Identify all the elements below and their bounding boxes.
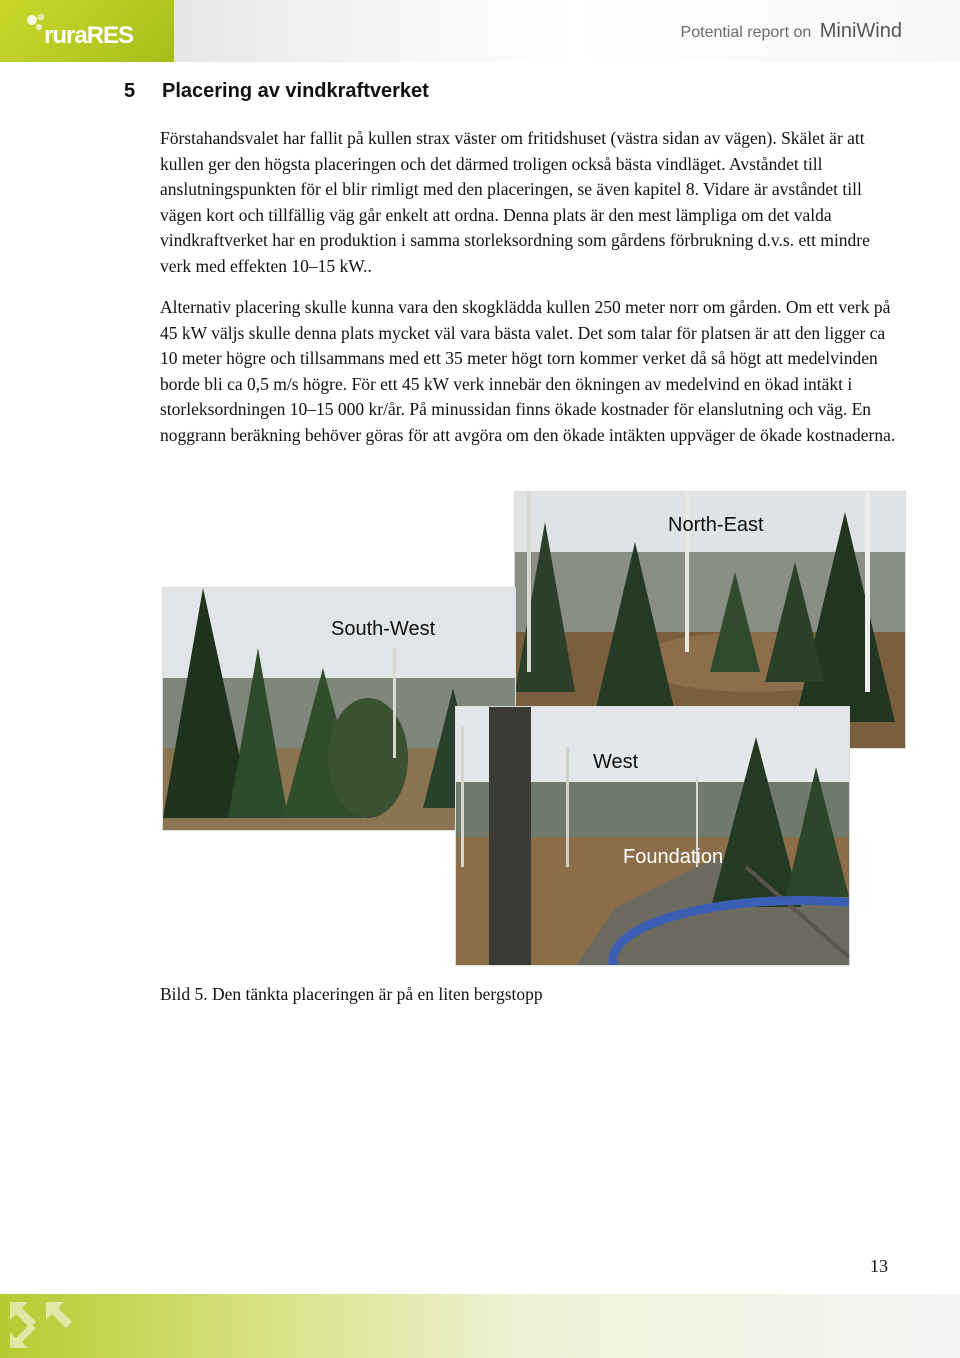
rurares-logo	[0, 0, 174, 62]
figure-caption: Bild 5. Den tänkta placeringen är på en liten bergstopp	[160, 984, 543, 1004]
report-product: MiniWind	[819, 20, 902, 42]
section-heading	[124, 80, 429, 103]
label-north-east: North-East	[668, 514, 764, 536]
page-footer	[0, 1294, 960, 1358]
page-number: 13	[870, 1256, 888, 1276]
label-foundation: Foundation	[623, 846, 724, 868]
label-south-west: South-West	[331, 618, 436, 640]
report-title	[681, 20, 902, 43]
section-title: Placering av vindkraftverket	[162, 80, 429, 102]
section-number: 5	[124, 80, 136, 102]
paragraph-1: Förstahandsvalet har fallit på kullen strax väster om fritidshuset (västra sidan av vägen). Skälet är att kullen ger den högsta placeringen och det därmed troligen också bästa vindläget. Avståndet till anslutningspunkten för el blir rimligt med den placeringen, se även kapitel 8. Vidare är avståndet till vägen kort och tillfällig väg går enkelt att ordna. Denna plats är den mest lämpliga om det valda vindkraftverket har en produktion i samma storleksordning som gårdens förbrukning d.v.s. ett mindre verk med effekten 10–15 kW..	[160, 128, 870, 276]
photo-west	[455, 706, 850, 966]
report-prefix: Potential report on	[680, 24, 812, 41]
page-header	[0, 0, 960, 62]
paragraph-2: Alternativ placering skulle kunna vara den skogklädda kullen 250 meter norr om gården. Om ett verk på 45 kW väljs skulle denna plats mycket väl vara bästa valet. Det som talar för platsen är att den ligger ca 10 meter högre och tillsammans med ett 35 meter högt torn kommer verket då så högt att medelvinden borde bli ca 0,5 m/s högre. För ett 45 kW verk innebär den ökningen av medelvind en ökad intäkt i storleksordningen 10–15 000 kr/år. På minussidan finns ökade kostnader för elanslutning och väg. En noggrann beräkning behöver göras för att avgöra om den ökade intäkten uppväger de ökade kostnaderna.	[160, 297, 896, 445]
label-west: West	[593, 751, 639, 773]
logo-text: ruraRES	[44, 22, 134, 49]
footer-arrows-icon	[6, 1298, 96, 1354]
